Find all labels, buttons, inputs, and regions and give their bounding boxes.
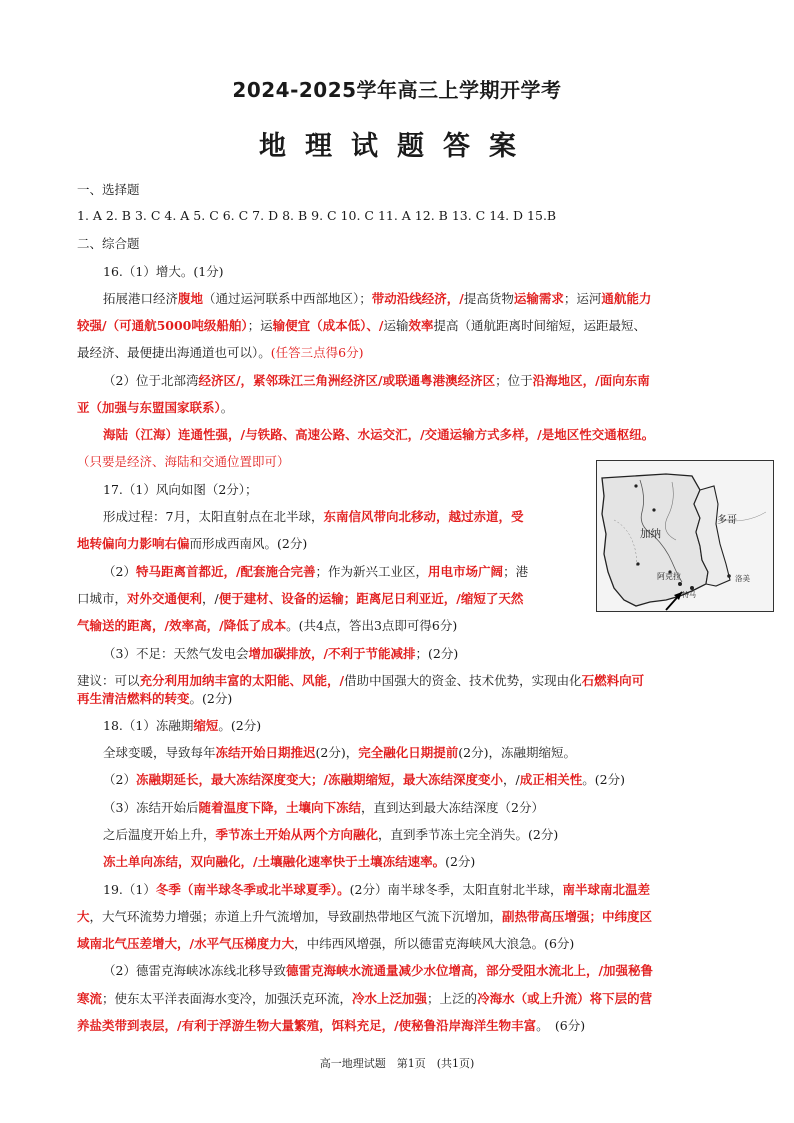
q17-part2-line3: 气输送的距离，/效率高，/降低了成本。(共4点，答出3点即可得6分) [77, 618, 458, 633]
q17-part1-line1: 17.（1）风向如图（2分）； [103, 482, 258, 497]
q19-part1-line2: 大，大气环流势力增强；赤道上升气流增加，导致副热带地区气流下沉增加，副热带高压增强；中纬度区 [77, 909, 653, 924]
ghana-map-figure [596, 460, 774, 612]
q16-part2-line3: 海陆（江海）连通性强，/与铁路、高速公路、水运交汇，/交通运输方式多样，/是地区性交通枢纽。 [103, 427, 655, 442]
q18-part2-line1: （2）冻融期延长，最大冻结深度变大；/冻融期缩短，最大冻结深度变小，/成正相关性。(2分) [103, 772, 625, 787]
document-subtitle: 地理试题答案 [259, 131, 535, 162]
map-label-tema: 特马 [682, 591, 696, 599]
q18-part3-line1: （3）冻结开始后随着温度下降，土壤向下冻结，直到达到最大冻结深度（2分） [103, 800, 544, 815]
q19-part1-line1: 19.（1）冬季（南半球冬季或北半球夏季）。(2分）南半球冬季，太阳直射北半球，南半球南北温差 [103, 882, 650, 897]
map-label-togo: 多哥 [717, 515, 737, 526]
q17-part2-line2: 口城市，对外交通便利，/便于建材、设备的运输；距离尼日利亚近，/缩短了天然 [77, 591, 524, 606]
choice-answers: 1. A 2. B 3. C 4. A 5. C 6. C 7. D 8. B 9. C 10. C 11. A 12. B 13. C 14. D 15.B [77, 208, 557, 223]
q18-part1-line1: 18.（1）冻融期缩短。(2分) [103, 718, 262, 733]
city-dot [636, 562, 639, 565]
map-label-lome: 洛美 [735, 574, 750, 583]
section-synthesis-title: 二、综合题 [77, 236, 140, 251]
map-label-accra: 阿克拉 [657, 572, 681, 581]
accra-dot [678, 582, 682, 586]
q17-part3-line3: 再生清洁燃料的转变。(2分) [77, 691, 233, 706]
page-footer: 高一地理试题 第1页 (共1页) [319, 1057, 475, 1070]
q16-line4: 最经济、最便捷出海通道也可以）。(任答三点得6分) [77, 345, 364, 360]
q19-part1-line3: 域南北气压差增大，/水平气压梯度力大，中纬西风增强，所以德雷克海峡风大浪急。(6分) [77, 936, 575, 951]
q17-part3-line1: （3）不足：天然气发电会增加碳排放，/不利于节能减排；(2分) [103, 646, 459, 661]
lome-dot [727, 574, 731, 578]
q16-scoring-note: （只要是经济、海陆和交通位置即可） [77, 454, 290, 469]
q19-part2-line3: 养盐类带到表层，/有利于浮游生物大量繁殖，饵料充足，/使秘鲁沿岸海洋生物丰富。 (6分) [77, 1018, 586, 1033]
exam-title: 2024-2025学年高三上学期开学考 [232, 78, 562, 102]
tema-dot [690, 586, 694, 590]
city-dot [652, 508, 655, 511]
city-dot [634, 484, 637, 487]
q18-part3-line2: 之后温度开始上升，季节冻土开始从两个方向融化，直到季节冻土完全消失。(2分) [103, 827, 559, 842]
q17-part1-line2: 形成过程：7月，太阳直射点在北半球，东南信风带向北移动，越过赤道，受 [103, 509, 524, 524]
q18-part3-line3: 冻土单向冻结，双向融化，/土壤融化速率快于土壤冻结速率。(2分) [103, 854, 476, 869]
q16-line3: 较强/（可通航5000吨级船舶）；运输便宜（成本低）、/运输效率提高（通航距离时间缩短，运距最短、 [77, 318, 646, 333]
q16-part2-line1: （2）位于北部湾经济区/，紧邻珠江三角洲经济区/或联通粤港澳经济区；位于沿海地区，/面向东南 [103, 373, 650, 388]
q16-part1-answer: 16.（1）增大。(1分) [103, 264, 224, 279]
q17-part2-line1: （2）特马距离首都近，/配套施合完善；作为新兴工业区，用电市场广阔；港 [103, 564, 529, 579]
q16-part2-line2: 亚（加强与东盟国家联系）。 [77, 400, 234, 415]
q17-part3-line2: 建议：可以充分利用加纳丰富的太阳能、风能，/借助中国强大的资金、技术优势，实现由化石燃料向可 [77, 673, 645, 688]
q17-part1-line3: 地转偏向力影响右偏而形成西南风。(2分) [77, 536, 308, 551]
q16-line2: 拓展港口经济腹地（通过运河联系中西部地区）；带动沿线经济，/提高货物运输需求；运河通航能力 [103, 291, 652, 306]
q18-part1-line2: 全球变暖，导致每年冻结开始日期推迟(2分)，完全融化日期提前(2分)，冻融期缩短。 [103, 745, 576, 760]
map-label-ghana: 加纳 [640, 528, 661, 540]
ghana-map-graphic [596, 460, 774, 612]
section-choice-title: 一、选择题 [77, 182, 140, 197]
q19-part2-line2: 寒流；使东太平洋表面海水变冷，加强沃克环流，冷水上泛加强；上泛的冷海水（或上升流）将下层的营 [77, 991, 653, 1006]
q19-part2-line1: （2）德雷克海峡冰冻线北移导致德雷克海峡水流通量减少水位增高，部分受阻水流北上，/加强秘鲁 [103, 963, 654, 978]
